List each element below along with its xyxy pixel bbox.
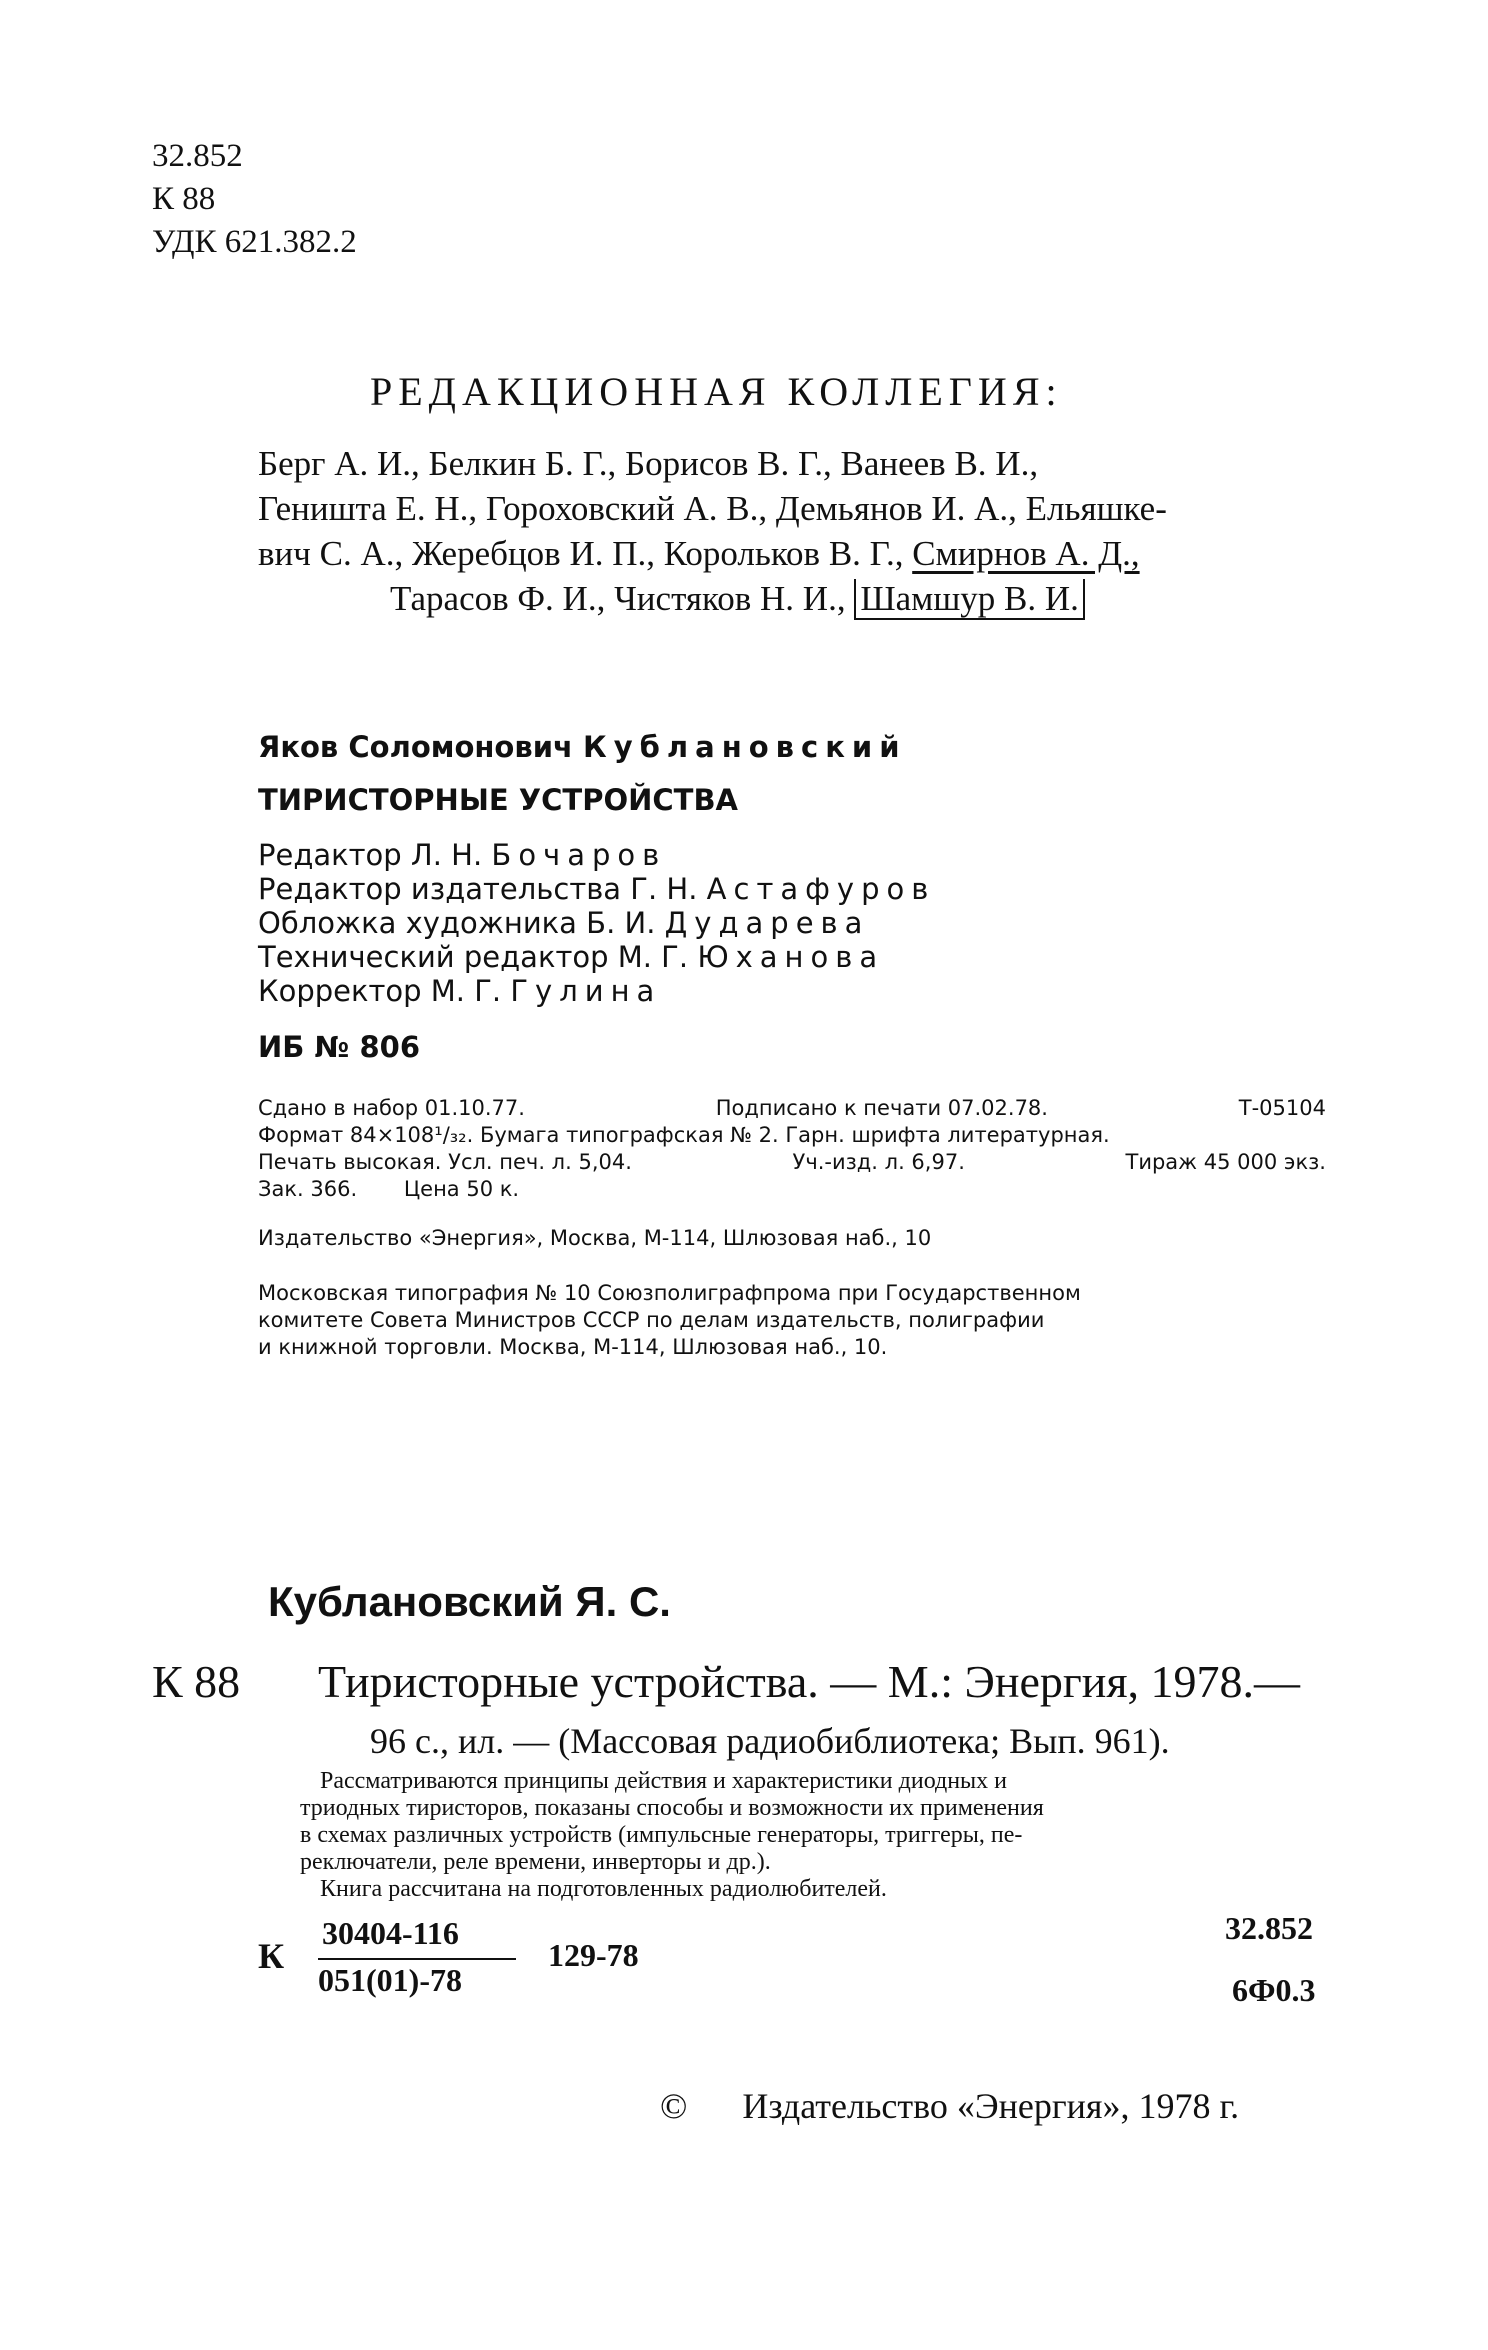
credit-tech-editor: [258, 940, 884, 974]
board-line-3-underlined: Смирнов А. Д.,: [912, 534, 1140, 573]
annotation-line-4: реключатели, реле времени, инверторы и др.).: [300, 1849, 771, 1875]
card-title-line: Тиристорные устройства. — М.: Энергия, 1978.—: [318, 1656, 1301, 1707]
copyright-text: Издательство «Энергия», 1978 г.: [742, 2086, 1240, 2126]
fraction-numerator: 30404-116: [322, 1915, 459, 1951]
editorial-board-title: РЕДАКЦИОННАЯ КОЛЛЕГИЯ:: [370, 369, 1063, 414]
board-line-3-text: вич С. А., Жеребцов И. П., Корольков В. Г.,: [258, 534, 904, 573]
tech-code: Т-05104: [1238, 1096, 1326, 1120]
card-mark: К 88: [152, 1656, 241, 1707]
tech-line-2: Формат 84×108¹/₃₂. Бумага типографская № 2. Гарн. шрифта литературная.: [258, 1123, 1110, 1147]
annotation-line-2: триодных тиристоров, показаны способы и возможности их применения: [300, 1795, 1044, 1821]
tech-print-run: Тираж 45 000 экз.: [1125, 1150, 1326, 1174]
credit-editor: [258, 838, 666, 872]
copyright-icon: ©: [660, 2086, 688, 2126]
board-line-4: [390, 576, 1085, 621]
board-line-3: [258, 531, 1140, 576]
printer-line-1: Московская типография № 10 Союзполиграфпрома при Государственном: [258, 1281, 1081, 1305]
credit-role: Технический редактор М. Г.: [258, 940, 689, 974]
author-last-name: Кублановский: [583, 730, 907, 764]
tech-pub-sheets: Уч.-изд. л. 6,97.: [792, 1150, 965, 1174]
credit-proofreader: [258, 974, 661, 1008]
credit-name: Юханова: [697, 940, 885, 974]
credit-role: Редактор издательства Г. Н.: [258, 872, 698, 906]
credit-cover-artist: [258, 906, 869, 940]
tech-line-4: Зак. 366. Цена 50 к.: [258, 1177, 520, 1201]
tech-line-3: [258, 1149, 1326, 1176]
credit-publisher-editor: [258, 872, 935, 906]
credit-role: Обложка художника Б. И.: [258, 906, 656, 940]
board-line-4-boxed: Шамшур В. И.: [854, 579, 1085, 620]
udk-code: УДК 621.382.2: [152, 224, 357, 260]
publisher-address: Издательство «Энергия», Москва, М-114, Шлюзовая наб., 10: [258, 1226, 932, 1250]
credit-role: Редактор Л. Н.: [258, 838, 483, 872]
card-pages-series: 96 с., ил. — (Массовая радиобиблиотека; Вып. 961).: [370, 1721, 1170, 1761]
fraction-k: К: [258, 1936, 285, 1976]
copyright-line: [660, 2085, 1239, 2127]
printer-line-3: и книжной торговли. Москва, М-114, Шлюзовая наб., 10.: [258, 1335, 888, 1359]
fraction-denominator: 051(01)-78: [318, 1962, 462, 1998]
imprint-book-title: ТИРИСТОРНЫЕ УСТРОЙСТВА: [258, 783, 738, 817]
author-first-name: Яков Соломонович: [258, 730, 573, 764]
credit-role: Корректор М. Г.: [258, 974, 502, 1008]
fraction-bar: [318, 1958, 516, 1960]
tech-sent: Сдано в набор 01.10.77.: [258, 1096, 525, 1120]
annotation-line-5: Книга рассчитана на подготовленных радиолюбителей.: [320, 1876, 887, 1902]
board-line-2: Геништа Е. Н., Гороховский А. В., Демьянов И. А., Ельяшке-: [258, 489, 1167, 528]
card-bbk-2: 6Ф0.3: [1232, 1972, 1316, 2008]
price-code: 129-78: [548, 1937, 639, 1973]
card-author: Кублановский Я. С.: [268, 1578, 671, 1625]
annotation-line-3: в схемах различных устройств (импульсные генераторы, триггеры, пе-: [300, 1822, 1023, 1848]
annotation-line-1: Рассматриваются принципы действия и характеристики диодных и: [320, 1768, 1008, 1794]
credit-name: Дударева: [664, 906, 870, 940]
credit-name: Гулина: [510, 974, 662, 1008]
ib-number: ИБ № 806: [258, 1030, 420, 1064]
tech-print: Печать высокая. Усл. печ. л. 5,04.: [258, 1150, 632, 1174]
board-line-4-text: Тарасов Ф. И., Чистяков Н. И.,: [390, 579, 846, 618]
board-line-1: Берг А. И., Белкин Б. Г., Борисов В. Г., Ванеев В. И.,: [258, 444, 1039, 483]
tech-signed: Подписано к печати 07.02.78.: [715, 1096, 1048, 1120]
author-mark: К 88: [152, 181, 216, 217]
credit-name: Бочаров: [491, 838, 667, 872]
bbk-code: 32.852: [152, 138, 243, 174]
imprint-author: [258, 730, 907, 764]
printer-line-2: комитете Совета Министров СССР по делам издательств, полиграфии: [258, 1308, 1045, 1332]
card-bbk: 32.852: [1225, 1910, 1313, 1946]
tech-line-1: [258, 1095, 1326, 1122]
credit-name: Астафуров: [706, 872, 936, 906]
